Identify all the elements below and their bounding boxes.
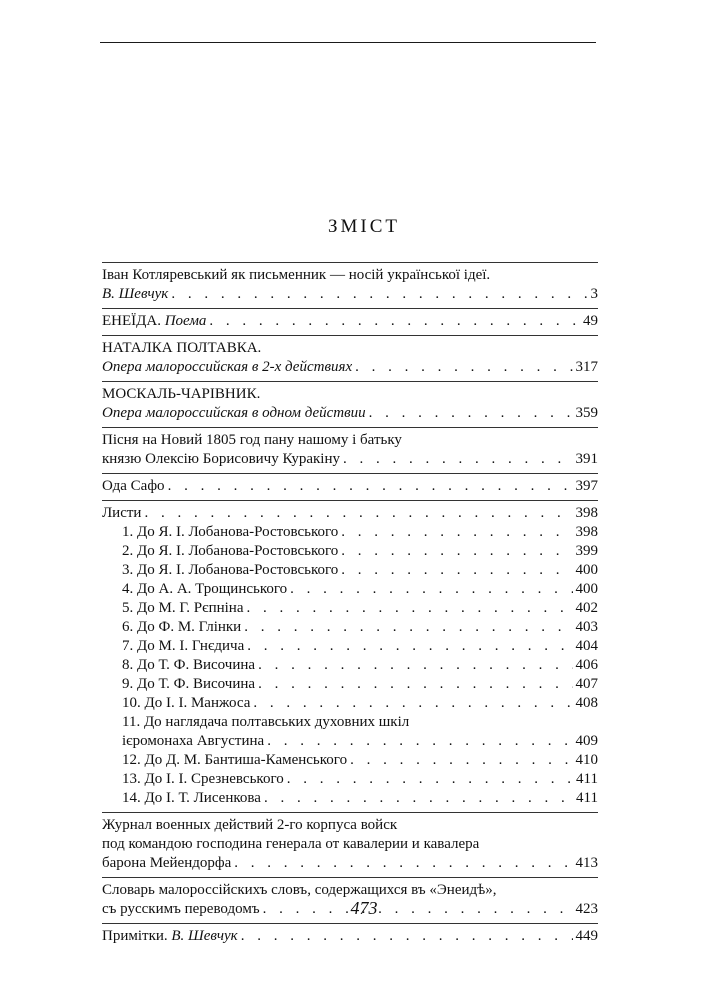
entry-author: В. Шевчук xyxy=(171,928,238,944)
letter-title: 4. До А. А. Трощинського xyxy=(122,581,288,597)
letter-title: 12. До Д. М. Бантиша-Каменського xyxy=(122,752,348,768)
letter-item xyxy=(102,789,598,808)
entry-title: ЕНЕЇДА. xyxy=(102,313,161,329)
toc-entry-oda xyxy=(102,473,598,500)
toc-entry-zhurnal xyxy=(102,812,598,877)
letter-title: 10. До І. І. Манжоса xyxy=(122,695,251,711)
letter-title: 11. До наглядача полтавських духовних шкіл xyxy=(122,714,410,730)
toc-entry-eneida xyxy=(102,308,598,335)
entry-title: Ода Сафо xyxy=(102,478,165,494)
letter-item xyxy=(102,770,598,789)
page-ref: 410 xyxy=(575,752,598,768)
letter-title: 8. До Т. Ф. Височина xyxy=(122,657,256,673)
entry-author: В. Шевчук xyxy=(102,286,169,302)
toc-entry-pisnia xyxy=(102,427,598,473)
page-ref: 409 xyxy=(575,733,598,749)
entry-subtitle: Поема xyxy=(164,313,207,329)
entry-title: МОСКАЛЬ-ЧАРІВНИК. xyxy=(102,386,261,402)
entry-title: Примітки. xyxy=(102,928,168,944)
page-ref: 423 xyxy=(575,901,598,917)
page-ref: 391 xyxy=(575,451,598,467)
entry-title-cont: под командою господина генерала от кавалерии и кавалера xyxy=(102,836,480,852)
letter-title: 2. До Я. І. Лобанова-Ростовського xyxy=(122,543,339,559)
page-ref: 317 xyxy=(575,359,598,375)
top-rule xyxy=(100,42,596,43)
letter-item xyxy=(102,637,598,656)
page-number: 473 xyxy=(350,898,378,918)
letter-item xyxy=(102,561,598,580)
letter-item-cont xyxy=(102,732,598,751)
letter-title: 9. До Т. Ф. Височина xyxy=(122,676,256,692)
toc-heading: ЗМІСТ xyxy=(327,216,401,237)
page-ref: 408 xyxy=(575,695,598,711)
letter-title: 14. До І. Т. Лисенкова xyxy=(122,790,261,806)
letter-item xyxy=(102,713,598,732)
entry-subtitle: Опера малороссийская в 2-х действиях xyxy=(102,359,353,375)
entry-title: Пісня на Новий 1805 год пану нашому і батьку xyxy=(102,432,402,448)
toc-entry-prymitky xyxy=(102,923,598,950)
page-ref: 413 xyxy=(575,855,598,871)
page-ref: 407 xyxy=(575,676,598,692)
page-ref: 49 xyxy=(583,313,598,329)
letter-item xyxy=(102,523,598,542)
page-ref: 400 xyxy=(575,581,598,597)
page-ref: 411 xyxy=(576,790,598,806)
letter-title: 6. До Ф. М. Глінки xyxy=(122,619,242,635)
page-ref: 400 xyxy=(575,562,598,578)
letter-title: 5. До М. Г. Рєпніна xyxy=(122,600,244,616)
toc-entry-natalka xyxy=(102,335,598,381)
entry-title: Словарь малороссійскихъ словъ, содержащихся въ «Энеидѣ», xyxy=(102,882,497,898)
page-ref: 399 xyxy=(575,543,598,559)
entry-title: Іван Котляревський як письменник — носій української ідеї. xyxy=(102,267,491,283)
page-ref: 449 xyxy=(575,928,598,944)
page-ref: 359 xyxy=(575,405,598,421)
page-ref: 397 xyxy=(575,478,598,494)
page-ref: 398 xyxy=(575,524,598,540)
letter-item xyxy=(102,675,598,694)
letter-item xyxy=(102,656,598,675)
page-ref: 398 xyxy=(575,505,598,521)
letter-title: 1. До Я. І. Лобанова-Ростовського xyxy=(122,524,339,540)
letter-item xyxy=(102,580,598,599)
letter-title-cont: ієромонаха Августина xyxy=(122,733,265,749)
table-of-contents xyxy=(102,262,598,950)
entry-title: Листи xyxy=(102,505,142,521)
letter-item xyxy=(102,618,598,637)
entry-title-cont: съ русскимъ переводомъ xyxy=(102,901,260,917)
page-ref: 3 xyxy=(590,286,598,302)
letter-item xyxy=(102,751,598,770)
page-ref: 402 xyxy=(575,600,598,616)
entry-title: НАТАЛКА ПОЛТАВКА. xyxy=(102,340,262,356)
page-ref: 411 xyxy=(576,771,598,787)
page-ref: 404 xyxy=(575,638,598,654)
letter-title: 3. До Я. І. Лобанова-Ростовського xyxy=(122,562,339,578)
letter-item xyxy=(102,542,598,561)
toc-entry-lysty xyxy=(102,500,598,812)
page-ref: 406 xyxy=(575,657,598,673)
entry-title: Журнал военных действий 2-го корпуса войск xyxy=(102,817,398,833)
letter-item xyxy=(102,694,598,713)
letter-title: 7. До М. І. Гнєдича xyxy=(122,638,245,654)
letter-title: 13. До І. І. Срезневського xyxy=(122,771,284,787)
letter-item xyxy=(102,599,598,618)
entry-title-cont: барона Мейендорфа xyxy=(102,855,232,871)
page-ref: 403 xyxy=(575,619,598,635)
toc-entry-intro xyxy=(102,262,598,308)
entry-subtitle: Опера малороссийская в одном действии xyxy=(102,405,366,421)
toc-entry-moskal xyxy=(102,381,598,427)
entry-title-cont: князю Олексію Борисовичу Куракіну xyxy=(102,451,340,467)
